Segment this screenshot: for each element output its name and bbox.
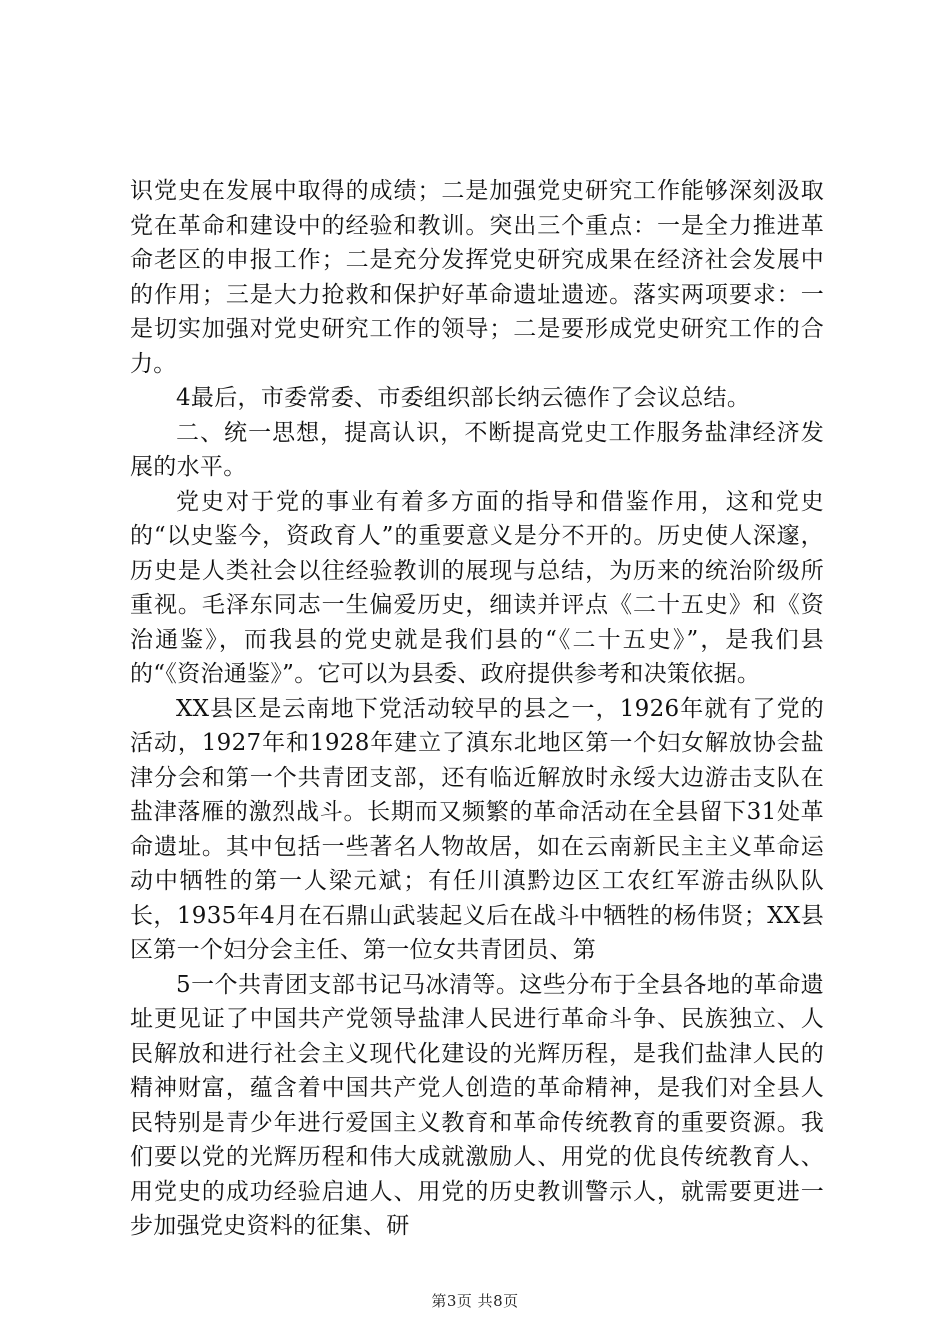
paragraph-party-history-role: 党史对于党的事业有着多方面的指导和借鉴作用，这和党史的“以史鉴今，资政育人”的重要意义是分不开的。历史使人深邃，历史是人类社会以往经验教训的展现与总结，为历来的统治阶级所重视。毛泽东同志一生偏爱历史，细读并评点《二十五史》和《资治通鉴》，而我县的党史就是我们县的“《二十五史》”，是我们县的“《资治通鉴》”。它可以为县委、政府提供参考和决策依据。 (130, 488, 824, 687)
paragraph-county-history: XX县区是云南地下党活动较早的县之一，1926年就有了党的活动，1927年和1928年建立了滇东北地区第一个妇女解放协会盐津分会和第一个共青团支部，还有临近解放时永绥大边游击支队在盐津落雁的激烈战斗。长期而又频繁的革命活动在全县留下31处革命遗址。其中包括一些著名人物故居，如在云南新民主主义革命运动中牺牲的第一人梁元斌；有任川滇黔边区工农红军游击纵队队长，1935年4月在石鼎山武装起义后在战斗中牺牲的杨伟贤；XX县区第一个妇分会主任、第一位女共青团员、第 (130, 695, 824, 963)
section-heading-2: 二、统一思想，提高认识，不断提高党史工作服务盐津经济发展的水平。 (130, 419, 824, 480)
paragraph-revolutionary-sites: 5一个共青团支部书记马冰清等。这些分布于全县各地的革命遗址更见证了中国共产党领导盐津人民进行革命斗争、民族独立、人民解放和进行社会主义现代化建设的光辉历程，是我们盐津人民的精神财富，蕴含着中国共产党人创造的革命精神，是我们对全县人民特别是青少年进行爱国主义教育和革命传统教育的重要资源。我们要以党的光辉历程和伟大成就激励人、用党的优良传统教育人、用党史的成功经验启迪人、用党的历史教训警示人，就需要更进一步加强党史资料的征集、研 (130, 971, 824, 1239)
document-body (130, 174, 824, 1244)
paragraph-continuation: 识党史在发展中取得的成绩；二是加强党史研究工作能够深刻汲取党在革命和建设中的经验和教训。突出三个重点：一是全力推进革命老区的申报工作；二是充分发挥党史研究成果在经济社会发展中的作用；三是大力抢救和保护好革命遗址遗迹。落实两项要求：一是切实加强对党史研究工作的领导；二是要形成党史研究工作的合力。 (130, 178, 824, 377)
paragraph-meeting-summary: 4最后，市委常委、市委组织部长纳云德作了会议总结。 (176, 385, 751, 411)
page-number-footer: 第3页 共8页 (431, 1292, 519, 1310)
